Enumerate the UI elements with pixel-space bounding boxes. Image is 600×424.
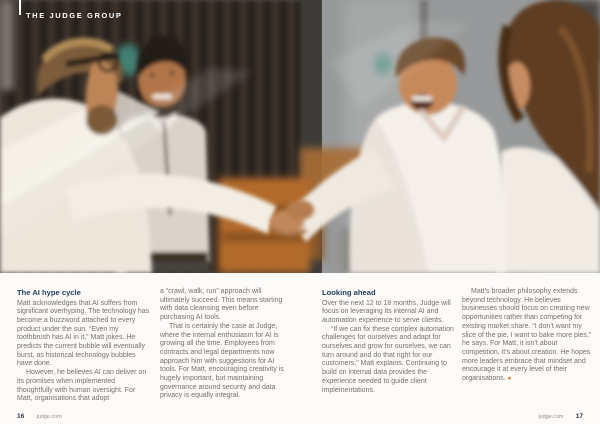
brand-name: THE JUDGE GROUP bbox=[26, 11, 123, 20]
site-url-left: judge.com bbox=[36, 414, 62, 420]
body-paragraph: “If we can fix these complex automation challenges for ourselves and adapt for ourselves and grow for ourselves, we can turn around and do that right for our customers,” Matt explains. Continuing to build on internal data provides the experience needed to guide client implementations. bbox=[322, 325, 454, 394]
section-heading-ai-hype-cycle: The AI hype cycle bbox=[17, 288, 81, 297]
brand-bar bbox=[19, 0, 21, 15]
page-number-right: 17 bbox=[575, 413, 583, 420]
body-paragraph: Matt acknowledges that AI suffers from significant overhyping. The technology has become a buzzword attached to every product under the sun. “Even my toothbrush has AI in it,” Matt jokes. He predicts the current bubble will eventually burst, as historical technology bubbles have done. bbox=[17, 299, 150, 368]
article-end-mark-icon: ● bbox=[507, 375, 512, 383]
footer-right-page bbox=[538, 405, 583, 423]
column-philosophy bbox=[462, 288, 592, 384]
page-number-left: 16 bbox=[17, 413, 25, 420]
body-paragraph: However, he believes AI can deliver on its promises when implemented thoughtfully with human oversight. For Matt, organisations that adopt bbox=[17, 369, 147, 403]
column-continuation bbox=[160, 288, 293, 401]
column-ai-hype-cycle bbox=[17, 288, 150, 404]
site-url-right: judge.com bbox=[538, 414, 564, 420]
body-paragraph: That is certainly the case at Judge, where the internal enthusiasm for AI is growing all the time. Employees from contracts and legal departments now approach him with suggestions for AI tools. For Matt, encouraging creativity is hugely important, but maintaining governance around security and data privacy is equally integral. bbox=[160, 322, 284, 400]
body-paragraph: a “crawl, walk, run” approach will ultimately succeed. This means starting with data cleansing even before purchasing AI tools. bbox=[160, 288, 283, 322]
column-looking-ahead bbox=[322, 288, 455, 395]
footer-left-page bbox=[17, 405, 62, 423]
body-paragraph bbox=[462, 288, 592, 384]
section-heading-looking-ahead: Looking ahead bbox=[322, 288, 376, 297]
body-paragraph: Over the next 12 to 18 months, Judge will focus on leveraging its internal AI and automation experience to serve clients. bbox=[322, 299, 451, 324]
body-paragraph-text: Matt’s broader philosophy extends beyond technology. He believes businesses should focus on creating new opportunities rather than competing for existing market share. “I don’t want my slice of the pie, I want to bake more pies,” he says. For Matt, it isn’t about competition, it’s about creation. He hopes more leaders embrace that mindset and encourage it at every level of their organisations. bbox=[462, 288, 592, 383]
